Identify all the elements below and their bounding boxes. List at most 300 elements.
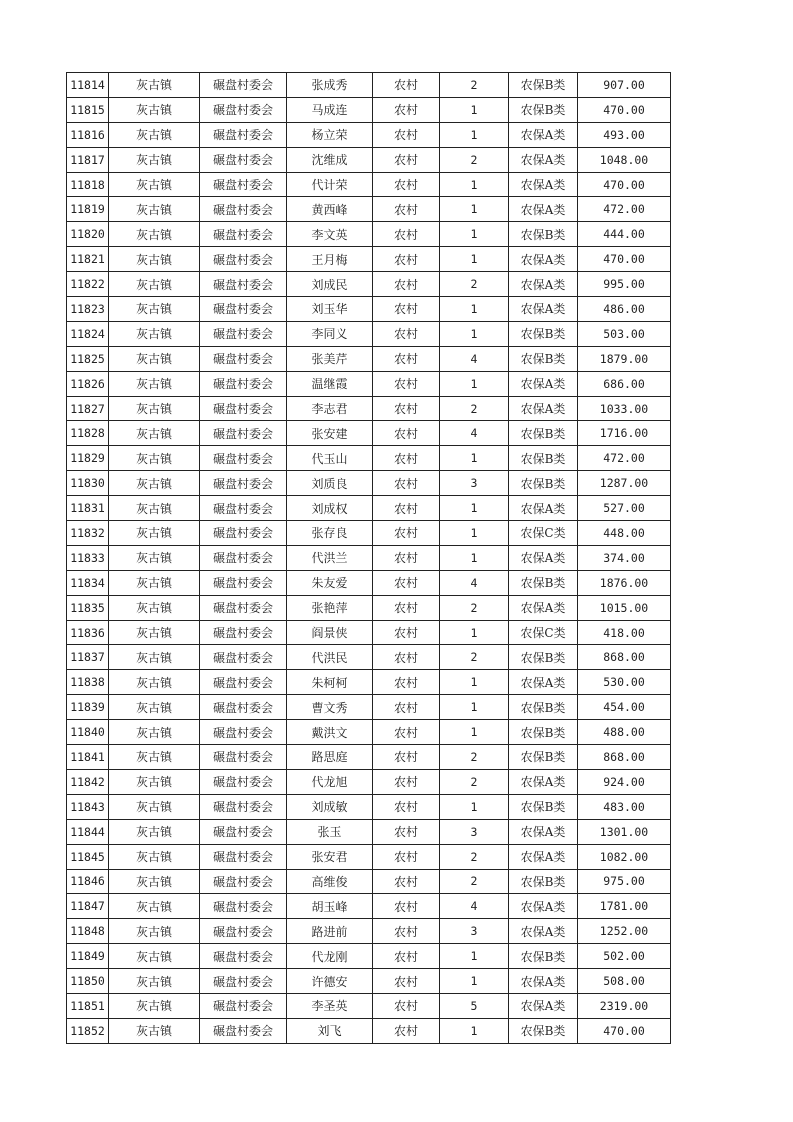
cell-area-type: 农村 xyxy=(373,595,440,620)
cell-town: 灰古镇 xyxy=(109,321,200,346)
cell-amount: 995.00 xyxy=(578,272,671,297)
cell-household-count: 1 xyxy=(440,321,509,346)
cell-amount: 470.00 xyxy=(578,247,671,272)
table-row xyxy=(67,147,671,172)
table-row xyxy=(67,570,671,595)
cell-name: 许德安 xyxy=(287,969,373,994)
cell-household-count: 4 xyxy=(440,894,509,919)
table-row xyxy=(67,346,671,371)
table-row xyxy=(67,745,671,770)
cell-town: 灰古镇 xyxy=(109,147,200,172)
cell-town: 灰古镇 xyxy=(109,297,200,322)
cell-row-id: 11824 xyxy=(67,321,109,346)
cell-row-id: 11832 xyxy=(67,521,109,546)
cell-amount: 1879.00 xyxy=(578,346,671,371)
cell-area-type: 农村 xyxy=(373,521,440,546)
table-row xyxy=(67,172,671,197)
cell-insurance-category: 农保B类 xyxy=(509,446,578,471)
cell-village: 碾盘村委会 xyxy=(200,993,287,1018)
cell-insurance-category: 农保A类 xyxy=(509,993,578,1018)
cell-name: 刘玉华 xyxy=(287,297,373,322)
table-row xyxy=(67,122,671,147)
cell-amount: 483.00 xyxy=(578,794,671,819)
table-row xyxy=(67,496,671,521)
cell-amount: 1252.00 xyxy=(578,919,671,944)
cell-town: 灰古镇 xyxy=(109,446,200,471)
cell-name: 刘成民 xyxy=(287,272,373,297)
table-row xyxy=(67,97,671,122)
cell-household-count: 4 xyxy=(440,570,509,595)
cell-village: 碾盘村委会 xyxy=(200,496,287,521)
cell-insurance-category: 农保A类 xyxy=(509,969,578,994)
cell-area-type: 农村 xyxy=(373,844,440,869)
cell-row-id: 11822 xyxy=(67,272,109,297)
cell-name: 黄西峰 xyxy=(287,197,373,222)
cell-name: 张安君 xyxy=(287,844,373,869)
cell-insurance-category: 农保B类 xyxy=(509,321,578,346)
cell-amount: 472.00 xyxy=(578,197,671,222)
cell-area-type: 农村 xyxy=(373,247,440,272)
cell-row-id: 11837 xyxy=(67,645,109,670)
cell-name: 胡玉峰 xyxy=(287,894,373,919)
cell-row-id: 11842 xyxy=(67,769,109,794)
cell-amount: 868.00 xyxy=(578,645,671,670)
cell-town: 灰古镇 xyxy=(109,222,200,247)
cell-insurance-category: 农保B类 xyxy=(509,794,578,819)
cell-amount: 1301.00 xyxy=(578,819,671,844)
cell-insurance-category: 农保B类 xyxy=(509,944,578,969)
cell-insurance-category: 农保A类 xyxy=(509,272,578,297)
table-row xyxy=(67,471,671,496)
cell-row-id: 11816 xyxy=(67,122,109,147)
cell-household-count: 2 xyxy=(440,844,509,869)
table-row xyxy=(67,919,671,944)
cell-area-type: 农村 xyxy=(373,993,440,1018)
cell-row-id: 11848 xyxy=(67,919,109,944)
cell-town: 灰古镇 xyxy=(109,521,200,546)
table-row xyxy=(67,894,671,919)
cell-insurance-category: 农保A类 xyxy=(509,396,578,421)
cell-household-count: 4 xyxy=(440,346,509,371)
cell-village: 碾盘村委会 xyxy=(200,97,287,122)
cell-household-count: 3 xyxy=(440,819,509,844)
cell-town: 灰古镇 xyxy=(109,620,200,645)
cell-household-count: 1 xyxy=(440,944,509,969)
cell-area-type: 农村 xyxy=(373,122,440,147)
cell-area-type: 农村 xyxy=(373,73,440,98)
cell-amount: 486.00 xyxy=(578,297,671,322)
cell-row-id: 11850 xyxy=(67,969,109,994)
cell-insurance-category: 农保B类 xyxy=(509,570,578,595)
cell-household-count: 1 xyxy=(440,247,509,272)
cell-town: 灰古镇 xyxy=(109,944,200,969)
cell-area-type: 农村 xyxy=(373,297,440,322)
cell-row-id: 11829 xyxy=(67,446,109,471)
cell-village: 碾盘村委会 xyxy=(200,396,287,421)
cell-area-type: 农村 xyxy=(373,745,440,770)
cell-area-type: 农村 xyxy=(373,794,440,819)
cell-insurance-category: 农保B类 xyxy=(509,421,578,446)
cell-town: 灰古镇 xyxy=(109,247,200,272)
table-row xyxy=(67,521,671,546)
cell-row-id: 11839 xyxy=(67,695,109,720)
cell-household-count: 1 xyxy=(440,720,509,745)
cell-household-count: 2 xyxy=(440,272,509,297)
cell-amount: 1033.00 xyxy=(578,396,671,421)
cell-household-count: 1 xyxy=(440,297,509,322)
cell-town: 灰古镇 xyxy=(109,769,200,794)
cell-row-id: 11852 xyxy=(67,1018,109,1043)
cell-area-type: 农村 xyxy=(373,197,440,222)
cell-amount: 1716.00 xyxy=(578,421,671,446)
cell-amount: 1048.00 xyxy=(578,147,671,172)
cell-village: 碾盘村委会 xyxy=(200,894,287,919)
cell-amount: 418.00 xyxy=(578,620,671,645)
cell-household-count: 2 xyxy=(440,73,509,98)
cell-town: 灰古镇 xyxy=(109,172,200,197)
cell-insurance-category: 农保B类 xyxy=(509,346,578,371)
cell-town: 灰古镇 xyxy=(109,645,200,670)
cell-row-id: 11821 xyxy=(67,247,109,272)
cell-insurance-category: 农保B类 xyxy=(509,1018,578,1043)
cell-row-id: 11834 xyxy=(67,570,109,595)
cell-household-count: 1 xyxy=(440,521,509,546)
cell-area-type: 农村 xyxy=(373,720,440,745)
cell-area-type: 农村 xyxy=(373,496,440,521)
cell-insurance-category: 农保B类 xyxy=(509,73,578,98)
cell-amount: 502.00 xyxy=(578,944,671,969)
cell-insurance-category: 农保B类 xyxy=(509,645,578,670)
table-row xyxy=(67,670,671,695)
cell-village: 碾盘村委会 xyxy=(200,545,287,570)
cell-row-id: 11825 xyxy=(67,346,109,371)
cell-town: 灰古镇 xyxy=(109,1018,200,1043)
cell-household-count: 1 xyxy=(440,496,509,521)
cell-amount: 1015.00 xyxy=(578,595,671,620)
cell-town: 灰古镇 xyxy=(109,421,200,446)
table-row xyxy=(67,247,671,272)
cell-village: 碾盘村委会 xyxy=(200,197,287,222)
cell-row-id: 11835 xyxy=(67,595,109,620)
cell-town: 灰古镇 xyxy=(109,396,200,421)
cell-village: 碾盘村委会 xyxy=(200,620,287,645)
cell-household-count: 1 xyxy=(440,197,509,222)
cell-row-id: 11836 xyxy=(67,620,109,645)
cell-village: 碾盘村委会 xyxy=(200,247,287,272)
cell-household-count: 2 xyxy=(440,769,509,794)
cell-row-id: 11827 xyxy=(67,396,109,421)
cell-name: 马成连 xyxy=(287,97,373,122)
cell-village: 碾盘村委会 xyxy=(200,73,287,98)
table-row xyxy=(67,297,671,322)
cell-household-count: 1 xyxy=(440,222,509,247)
cell-insurance-category: 农保A类 xyxy=(509,844,578,869)
cell-area-type: 农村 xyxy=(373,969,440,994)
cell-area-type: 农村 xyxy=(373,471,440,496)
table-row xyxy=(67,321,671,346)
cell-name: 路思庭 xyxy=(287,745,373,770)
cell-name: 张艳萍 xyxy=(287,595,373,620)
cell-name: 王月梅 xyxy=(287,247,373,272)
cell-household-count: 1 xyxy=(440,969,509,994)
cell-household-count: 1 xyxy=(440,620,509,645)
cell-row-id: 11818 xyxy=(67,172,109,197)
cell-household-count: 2 xyxy=(440,396,509,421)
cell-insurance-category: 农保A类 xyxy=(509,894,578,919)
cell-row-id: 11826 xyxy=(67,371,109,396)
cell-amount: 444.00 xyxy=(578,222,671,247)
cell-village: 碾盘村委会 xyxy=(200,745,287,770)
cell-name: 李文英 xyxy=(287,222,373,247)
cell-area-type: 农村 xyxy=(373,396,440,421)
table-row xyxy=(67,819,671,844)
cell-village: 碾盘村委会 xyxy=(200,446,287,471)
cell-row-id: 11841 xyxy=(67,745,109,770)
cell-insurance-category: 农保A类 xyxy=(509,197,578,222)
cell-name: 曹文秀 xyxy=(287,695,373,720)
table-row xyxy=(67,869,671,894)
cell-row-id: 11820 xyxy=(67,222,109,247)
cell-village: 碾盘村委会 xyxy=(200,471,287,496)
cell-row-id: 11838 xyxy=(67,670,109,695)
cell-name: 刘成敏 xyxy=(287,794,373,819)
cell-name: 张玉 xyxy=(287,819,373,844)
cell-amount: 1287.00 xyxy=(578,471,671,496)
cell-name: 刘成权 xyxy=(287,496,373,521)
cell-name: 温继霞 xyxy=(287,371,373,396)
cell-area-type: 农村 xyxy=(373,869,440,894)
cell-town: 灰古镇 xyxy=(109,272,200,297)
cell-name: 朱友爱 xyxy=(287,570,373,595)
cell-amount: 470.00 xyxy=(578,172,671,197)
cell-village: 碾盘村委会 xyxy=(200,297,287,322)
cell-area-type: 农村 xyxy=(373,769,440,794)
cell-area-type: 农村 xyxy=(373,894,440,919)
cell-insurance-category: 农保A类 xyxy=(509,670,578,695)
table-row xyxy=(67,969,671,994)
cell-household-count: 3 xyxy=(440,919,509,944)
cell-row-id: 11819 xyxy=(67,197,109,222)
cell-town: 灰古镇 xyxy=(109,73,200,98)
cell-name: 刘飞 xyxy=(287,1018,373,1043)
table-row xyxy=(67,769,671,794)
cell-row-id: 11847 xyxy=(67,894,109,919)
table-row xyxy=(67,595,671,620)
cell-row-id: 11844 xyxy=(67,819,109,844)
cell-name: 代龙刚 xyxy=(287,944,373,969)
cell-amount: 530.00 xyxy=(578,670,671,695)
cell-village: 碾盘村委会 xyxy=(200,570,287,595)
cell-village: 碾盘村委会 xyxy=(200,321,287,346)
cell-area-type: 农村 xyxy=(373,819,440,844)
cell-name: 张安建 xyxy=(287,421,373,446)
cell-area-type: 农村 xyxy=(373,645,440,670)
cell-town: 灰古镇 xyxy=(109,869,200,894)
cell-row-id: 11845 xyxy=(67,844,109,869)
cell-village: 碾盘村委会 xyxy=(200,272,287,297)
cell-town: 灰古镇 xyxy=(109,745,200,770)
cell-row-id: 11815 xyxy=(67,97,109,122)
table-row xyxy=(67,844,671,869)
cell-area-type: 农村 xyxy=(373,944,440,969)
cell-village: 碾盘村委会 xyxy=(200,172,287,197)
cell-row-id: 11833 xyxy=(67,545,109,570)
cell-insurance-category: 农保C类 xyxy=(509,620,578,645)
cell-name: 李同义 xyxy=(287,321,373,346)
cell-village: 碾盘村委会 xyxy=(200,695,287,720)
cell-row-id: 11840 xyxy=(67,720,109,745)
cell-name: 杨立荣 xyxy=(287,122,373,147)
cell-area-type: 农村 xyxy=(373,222,440,247)
table-row xyxy=(67,993,671,1018)
cell-insurance-category: 农保C类 xyxy=(509,521,578,546)
cell-household-count: 1 xyxy=(440,545,509,570)
cell-village: 碾盘村委会 xyxy=(200,222,287,247)
cell-area-type: 农村 xyxy=(373,97,440,122)
cell-area-type: 农村 xyxy=(373,695,440,720)
cell-village: 碾盘村委会 xyxy=(200,595,287,620)
cell-insurance-category: 农保A类 xyxy=(509,247,578,272)
table-row xyxy=(67,272,671,297)
cell-insurance-category: 农保A类 xyxy=(509,819,578,844)
cell-row-id: 11843 xyxy=(67,794,109,819)
cell-name: 高维俊 xyxy=(287,869,373,894)
cell-town: 灰古镇 xyxy=(109,919,200,944)
cell-household-count: 2 xyxy=(440,147,509,172)
cell-town: 灰古镇 xyxy=(109,969,200,994)
cell-town: 灰古镇 xyxy=(109,720,200,745)
cell-household-count: 1 xyxy=(440,371,509,396)
cell-village: 碾盘村委会 xyxy=(200,869,287,894)
cell-village: 碾盘村委会 xyxy=(200,521,287,546)
cell-household-count: 2 xyxy=(440,595,509,620)
table-row xyxy=(67,620,671,645)
cell-amount: 470.00 xyxy=(578,1018,671,1043)
cell-row-id: 11830 xyxy=(67,471,109,496)
cell-insurance-category: 农保A类 xyxy=(509,297,578,322)
cell-name: 李志君 xyxy=(287,396,373,421)
cell-area-type: 农村 xyxy=(373,172,440,197)
cell-village: 碾盘村委会 xyxy=(200,645,287,670)
table-row xyxy=(67,1018,671,1043)
cell-household-count: 1 xyxy=(440,97,509,122)
cell-insurance-category: 农保B类 xyxy=(509,695,578,720)
cell-name: 阎景侠 xyxy=(287,620,373,645)
cell-household-count: 1 xyxy=(440,446,509,471)
cell-town: 灰古镇 xyxy=(109,197,200,222)
cell-insurance-category: 农保A类 xyxy=(509,769,578,794)
cell-village: 碾盘村委会 xyxy=(200,670,287,695)
cell-household-count: 1 xyxy=(440,794,509,819)
cell-area-type: 农村 xyxy=(373,670,440,695)
cell-name: 代洪兰 xyxy=(287,545,373,570)
cell-village: 碾盘村委会 xyxy=(200,769,287,794)
cell-insurance-category: 农保A类 xyxy=(509,595,578,620)
cell-name: 李圣英 xyxy=(287,993,373,1018)
cell-amount: 868.00 xyxy=(578,745,671,770)
cell-village: 碾盘村委会 xyxy=(200,844,287,869)
cell-area-type: 农村 xyxy=(373,346,440,371)
cell-household-count: 1 xyxy=(440,1018,509,1043)
cell-town: 灰古镇 xyxy=(109,695,200,720)
cell-insurance-category: 农保A类 xyxy=(509,545,578,570)
records-table xyxy=(66,72,671,1044)
cell-area-type: 农村 xyxy=(373,272,440,297)
cell-village: 碾盘村委会 xyxy=(200,944,287,969)
cell-row-id: 11831 xyxy=(67,496,109,521)
cell-amount: 493.00 xyxy=(578,122,671,147)
cell-amount: 454.00 xyxy=(578,695,671,720)
table-row xyxy=(67,944,671,969)
cell-area-type: 农村 xyxy=(373,570,440,595)
cell-name: 张存良 xyxy=(287,521,373,546)
cell-insurance-category: 农保B类 xyxy=(509,471,578,496)
cell-town: 灰古镇 xyxy=(109,122,200,147)
cell-town: 灰古镇 xyxy=(109,545,200,570)
cell-insurance-category: 农保A类 xyxy=(509,371,578,396)
cell-name: 代龙旭 xyxy=(287,769,373,794)
cell-town: 灰古镇 xyxy=(109,844,200,869)
cell-village: 碾盘村委会 xyxy=(200,794,287,819)
cell-amount: 1082.00 xyxy=(578,844,671,869)
cell-village: 碾盘村委会 xyxy=(200,1018,287,1043)
cell-insurance-category: 农保A类 xyxy=(509,496,578,521)
cell-area-type: 农村 xyxy=(373,919,440,944)
cell-amount: 2319.00 xyxy=(578,993,671,1018)
cell-town: 灰古镇 xyxy=(109,570,200,595)
cell-town: 灰古镇 xyxy=(109,794,200,819)
cell-village: 碾盘村委会 xyxy=(200,122,287,147)
cell-town: 灰古镇 xyxy=(109,371,200,396)
cell-insurance-category: 农保A类 xyxy=(509,919,578,944)
cell-amount: 472.00 xyxy=(578,446,671,471)
cell-insurance-category: 农保B类 xyxy=(509,745,578,770)
cell-row-id: 11823 xyxy=(67,297,109,322)
table-body xyxy=(67,73,671,1044)
cell-row-id: 11817 xyxy=(67,147,109,172)
cell-amount: 508.00 xyxy=(578,969,671,994)
cell-row-id: 11849 xyxy=(67,944,109,969)
cell-amount: 1876.00 xyxy=(578,570,671,595)
cell-household-count: 1 xyxy=(440,172,509,197)
cell-name: 代洪民 xyxy=(287,645,373,670)
cell-name: 代玉山 xyxy=(287,446,373,471)
table-row xyxy=(67,421,671,446)
cell-household-count: 5 xyxy=(440,993,509,1018)
cell-village: 碾盘村委会 xyxy=(200,919,287,944)
table-row xyxy=(67,446,671,471)
cell-town: 灰古镇 xyxy=(109,346,200,371)
cell-name: 路进前 xyxy=(287,919,373,944)
cell-town: 灰古镇 xyxy=(109,993,200,1018)
cell-household-count: 2 xyxy=(440,869,509,894)
cell-village: 碾盘村委会 xyxy=(200,421,287,446)
cell-area-type: 农村 xyxy=(373,545,440,570)
cell-name: 张美芹 xyxy=(287,346,373,371)
cell-insurance-category: 农保A类 xyxy=(509,147,578,172)
cell-area-type: 农村 xyxy=(373,1018,440,1043)
cell-insurance-category: 农保B类 xyxy=(509,869,578,894)
cell-name: 代计荣 xyxy=(287,172,373,197)
cell-row-id: 11828 xyxy=(67,421,109,446)
cell-household-count: 4 xyxy=(440,421,509,446)
cell-village: 碾盘村委会 xyxy=(200,346,287,371)
cell-amount: 924.00 xyxy=(578,769,671,794)
cell-town: 灰古镇 xyxy=(109,819,200,844)
cell-village: 碾盘村委会 xyxy=(200,147,287,172)
cell-amount: 1781.00 xyxy=(578,894,671,919)
cell-household-count: 1 xyxy=(440,122,509,147)
